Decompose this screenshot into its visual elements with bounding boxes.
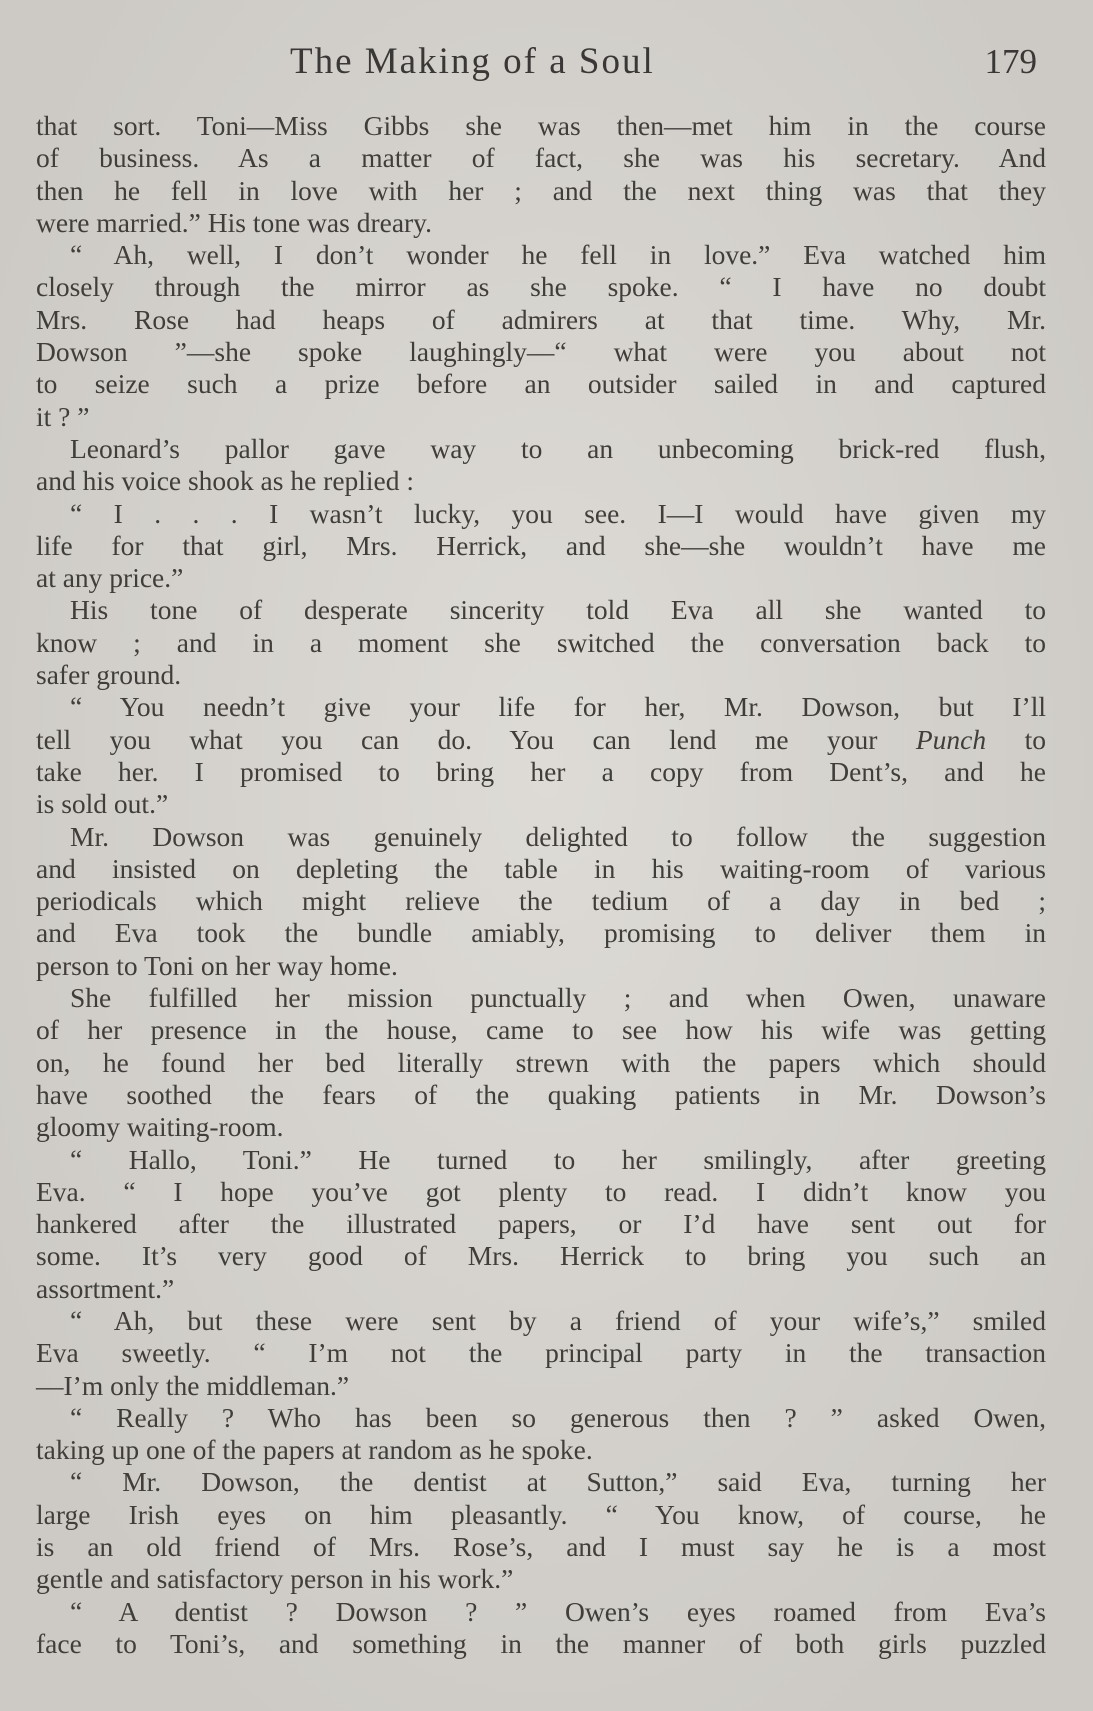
text-line: it ? ” xyxy=(36,400,90,432)
text-line: His tone of desperate sincerity told Eva all she wanted to xyxy=(70,594,1046,626)
text-line: and Eva took the bundle amiably, promising to deliver them in xyxy=(36,917,1046,949)
text-line: She fulfilled her mission punctually ; and when Owen, unaware xyxy=(70,982,1046,1014)
text-line: Eva. “ I hope you’ve got plenty to read. I didn’t know you xyxy=(36,1175,1046,1207)
running-title: The Making of a Soul xyxy=(290,41,655,82)
text-line: Eva sweetly. “ I’m not the principal party in the transaction xyxy=(36,1337,1046,1369)
body-text xyxy=(36,110,1046,1660)
text-line: “ Ah, well, I don’t wonder he fell in love.” Eva watched him xyxy=(70,239,1046,271)
text-line: at any price.” xyxy=(36,562,184,594)
text-line: hankered after the illustrated papers, or I’d have sent out for xyxy=(36,1208,1046,1240)
text-line: large Irish eyes on him pleasantly. “ You know, of course, he xyxy=(36,1498,1046,1530)
text-line: of her presence in the house, came to see how his wife was getting xyxy=(36,1014,1046,1046)
text-line: closely through the mirror as she spoke. “ I have no doubt xyxy=(36,271,1046,303)
text-line: tell you what you can do. You can lend me your Punch to xyxy=(36,723,1046,755)
text-line: —I’m only the middleman.” xyxy=(36,1369,350,1401)
text-line: were married.” His tone was dreary. xyxy=(36,206,433,238)
text-line: of business. As a matter of fact, she was his secretary. And xyxy=(36,142,1046,174)
text-line: Mrs. Rose had heaps of admirers at that time. Why, Mr. xyxy=(36,303,1046,335)
text-line: taking up one of the papers at random as he spoke. xyxy=(36,1434,593,1466)
text-line: is an old friend of Mrs. Rose’s, and I must say he is a most xyxy=(36,1531,1046,1563)
text-line: “ A dentist ? Dowson ? ” Owen’s eyes roamed from Eva’s xyxy=(70,1595,1046,1627)
text-line: some. It’s very good of Mrs. Herrick to bring you such an xyxy=(36,1240,1046,1272)
text-line: that sort. Toni—Miss Gibbs she was then—met him in the course xyxy=(36,110,1046,141)
text-line: take her. I promised to bring her a copy from Dent’s, and he xyxy=(36,755,1046,787)
text-line: then he fell in love with her ; and the next thing was that they xyxy=(36,174,1046,206)
text-line: and insisted on depleting the table in his waiting-room of various xyxy=(36,852,1046,884)
text-line: “ Really ? Who has been so generous then ? ” asked Owen, xyxy=(70,1401,1046,1433)
text-line: Mr. Dowson was genuinely delighted to follow the suggestion xyxy=(70,820,1046,852)
italic-title: Punch xyxy=(915,723,987,755)
text-line: have soothed the fears of the quaking patients in Mr. Dowson’s xyxy=(36,1078,1046,1110)
page-header xyxy=(0,40,1093,88)
text-line: “ Mr. Dowson, the dentist at Sutton,” said Eva, turning her xyxy=(70,1466,1046,1498)
text-line: gentle and satisfactory person in his work.” xyxy=(36,1563,514,1595)
text-line: safer ground. xyxy=(36,659,182,691)
text-line: Dowson ”—she spoke laughingly—“ what were you about not xyxy=(36,336,1046,368)
text-line: “ You needn’t give your life for her, Mr. Dowson, but I’ll xyxy=(70,691,1046,723)
text-line: face to Toni’s, and something in the manner of both girls puzzled xyxy=(36,1627,1046,1659)
text-line: and his voice shook as he replied : xyxy=(36,465,415,497)
text-line: life for that girl, Mrs. Herrick, and she—she wouldn’t have me xyxy=(36,529,1046,561)
text-line: “ Ah, but these were sent by a friend of your wife’s,” smiled xyxy=(70,1304,1046,1336)
text-line: assortment.” xyxy=(36,1272,175,1304)
text-line: to seize such a prize before an outsider sailed in and captured xyxy=(36,368,1046,400)
text-line: gloomy waiting-room. xyxy=(36,1111,284,1143)
text-line: “ Hallo, Toni.” He turned to her smilingly, after greeting xyxy=(70,1143,1046,1175)
page-number: 179 xyxy=(984,42,1037,81)
text-line: periodicals which might relieve the tedium of a day in bed ; xyxy=(36,885,1046,917)
text-line: person to Toni on her way home. xyxy=(36,949,398,981)
text-line: is sold out.” xyxy=(36,788,169,820)
text-line: Leonard’s pallor gave way to an unbecoming brick-red flush, xyxy=(70,432,1046,464)
text-line: “ I . . . I wasn’t lucky, you see. I—I would have given my xyxy=(70,497,1046,529)
text-line: know ; and in a moment she switched the conversation back to xyxy=(36,626,1046,658)
text-line: on, he found her bed literally strewn with the papers which should xyxy=(36,1046,1046,1078)
